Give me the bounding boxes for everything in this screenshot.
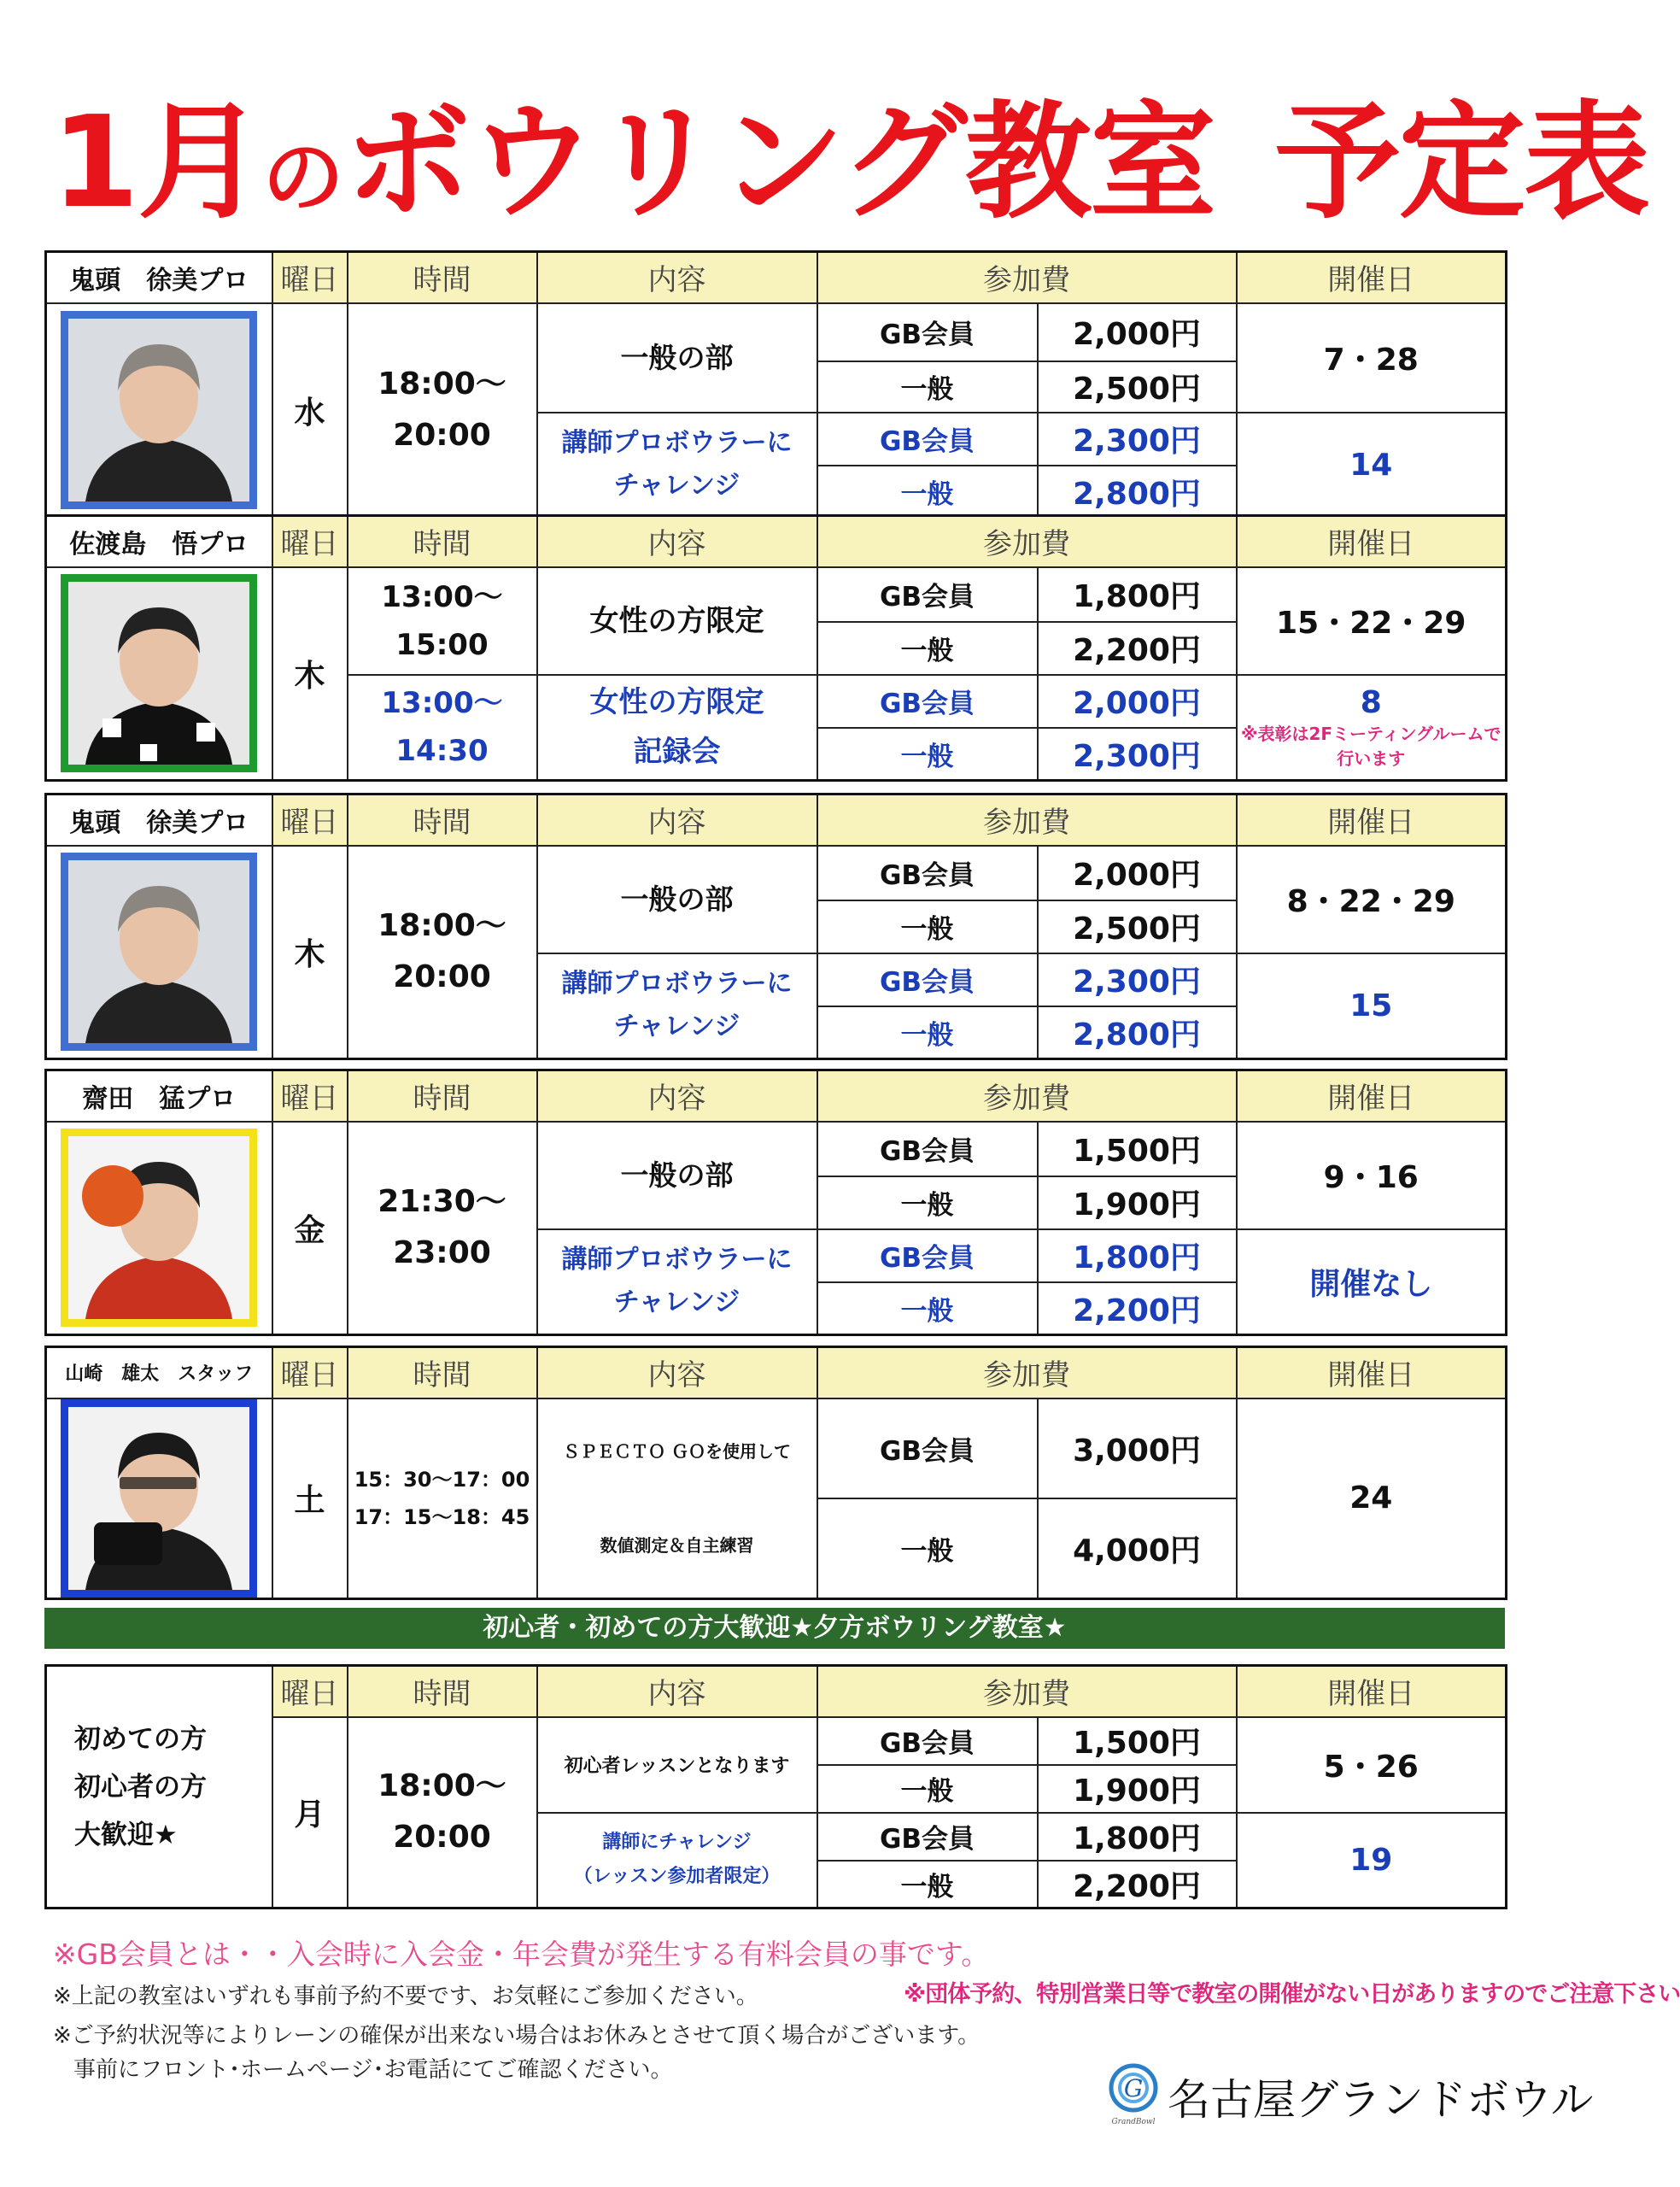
header-content: 内容 [537, 794, 817, 846]
fee-type: GB会員 [817, 413, 1038, 466]
content-line: 女性の方限定 [589, 685, 764, 720]
content-cell [537, 303, 817, 413]
fee-type: GB会員 [817, 1398, 1038, 1498]
date-cell [1237, 675, 1507, 781]
day-cell: 金 [272, 1122, 348, 1335]
fee-amount: 1,500円 [1038, 1717, 1237, 1765]
content-line: （レッスン参加者限定） [573, 1866, 781, 1888]
header-day: 曜日 [272, 252, 348, 303]
fee-type: GB会員 [817, 846, 1038, 900]
person-silhouette-icon [68, 582, 249, 765]
content-cell [537, 1398, 817, 1599]
content-line: 数値測定＆自主練習 [600, 1534, 754, 1556]
header-day: 曜日 [272, 794, 348, 846]
instructor-name: 鬼頭 徐美プロ [46, 252, 272, 303]
person-silhouette-icon [68, 1407, 249, 1590]
time-line: 18:00〜 [378, 366, 506, 402]
fee-type: GB会員 [817, 1813, 1038, 1861]
fee-amount: 1,800円 [1038, 567, 1237, 622]
fee-type: GB会員 [817, 1229, 1038, 1282]
fee-type: 一般 [817, 1282, 1038, 1335]
date-cell: 24 [1237, 1398, 1507, 1599]
welcome-line: 初めての方 [74, 1723, 207, 1755]
content-line: 講師プロボウラーに [561, 1245, 793, 1275]
time-line: 13:00〜 [381, 579, 503, 614]
beginner-banner: 初心者・初めての方大歓迎★夕方ボウリング教室★ [44, 1608, 1505, 1649]
instructor-photo [61, 311, 257, 509]
time-line: 15：30〜17：00 [354, 1467, 530, 1492]
fee-amount: 2,000円 [1038, 303, 1237, 361]
welcome-line: 大歓迎★ [74, 1819, 178, 1850]
date-cell: 19 [1237, 1813, 1507, 1908]
time-cell [348, 567, 537, 675]
date-cell [1237, 1229, 1507, 1335]
fee-amount: 2,800円 [1038, 466, 1237, 519]
time-cell [348, 1717, 537, 1908]
welcome-line: 初心者の方 [74, 1771, 207, 1803]
fee-amount: 1,900円 [1038, 1765, 1237, 1813]
time-cell [348, 303, 537, 519]
fee-amount: 1,900円 [1038, 1176, 1237, 1229]
header-date: 開催日 [1237, 516, 1507, 567]
date-cell: 7・28 [1237, 303, 1507, 413]
title-no: の [261, 130, 344, 226]
svg-text:G: G [1123, 2074, 1144, 2102]
header-day: 曜日 [272, 1070, 348, 1122]
content-cell [537, 675, 817, 781]
photo-cell [46, 303, 272, 519]
time-line: 15:00 [395, 627, 489, 662]
footer-lane-note: ※ご予約状況等によりレーンの確保が出来ない場合はお休みとさせて頂く場合がございます。 [53, 2023, 980, 2049]
day-cell: 木 [272, 846, 348, 1059]
photo-cell [46, 846, 272, 1059]
time-cell [348, 675, 537, 781]
schedule-table [44, 1346, 1507, 1600]
header-time: 時間 [348, 252, 537, 303]
content-line: ＳＰＥＣＴＯ ＧＯを使用して [563, 1440, 791, 1462]
instructor-photo [61, 853, 257, 1051]
instructor-photo [61, 1399, 257, 1598]
header-time: 時間 [348, 1070, 537, 1122]
header-date: 開催日 [1237, 1666, 1507, 1717]
fee-type: 一般 [817, 1498, 1038, 1598]
content-line: 一般の部 [620, 1158, 734, 1192]
day-cell: 月 [272, 1717, 348, 1908]
header-fee: 参加費 [817, 252, 1237, 303]
fee-amount: 2,800円 [1038, 1006, 1237, 1059]
title-month: 1月 [51, 89, 262, 236]
content-cell [537, 953, 817, 1059]
instructor-name: 齋田 猛プロ [46, 1070, 272, 1122]
fee-amount: 2,300円 [1038, 728, 1237, 781]
fee-type: GB会員 [817, 675, 1038, 728]
header-content: 内容 [537, 1666, 817, 1717]
header-date: 開催日 [1237, 1347, 1507, 1398]
content-cell [537, 1717, 817, 1813]
fee-type: 一般 [817, 728, 1038, 781]
header-fee: 参加費 [817, 516, 1237, 567]
time-cell [348, 1398, 537, 1599]
header-time: 時間 [348, 794, 537, 846]
fee-type: 一般 [817, 1176, 1038, 1229]
header-date: 開催日 [1237, 794, 1507, 846]
time-line: 20:00 [393, 1820, 491, 1856]
time-line: 14:30 [395, 734, 489, 769]
header-day: 曜日 [272, 1347, 348, 1398]
beginner-table [44, 1664, 1507, 1909]
logo [1106, 2061, 1594, 2129]
header-time: 時間 [348, 1347, 537, 1398]
fee-type: 一般 [817, 1006, 1038, 1059]
schedule-table [44, 250, 1507, 519]
instructor-name: 山崎 雄太 スタッフ [46, 1347, 272, 1398]
date-value: 8 [1360, 684, 1382, 720]
content-line: 記録会 [633, 735, 721, 770]
footer-gb-note: ※GB会員とは・・入会時に入会金・年会費が発生する有料会員の事です。 [53, 1938, 990, 1971]
time-line: 20:00 [393, 418, 491, 454]
schedule-table [44, 1069, 1507, 1336]
date-note: ※表彰は2Fミーティングルームで行います [1241, 723, 1501, 769]
schedule-table [44, 514, 1507, 782]
header-content: 内容 [537, 1070, 817, 1122]
content-line: チャレンジ [613, 1011, 740, 1042]
header-content: 内容 [537, 252, 817, 303]
photo-cell [46, 1398, 272, 1599]
time-cell [348, 1122, 537, 1335]
time-cell [348, 846, 537, 1059]
fee-type: 一般 [817, 1861, 1038, 1908]
content-line: 女性の方限定 [589, 603, 764, 638]
fee-type: 一般 [817, 900, 1038, 953]
fee-type: 一般 [817, 466, 1038, 519]
day-cell: 土 [272, 1398, 348, 1599]
time-line: 23:00 [393, 1235, 491, 1271]
instructor-photo [61, 1129, 257, 1327]
time-line: 21:30〜 [378, 1184, 506, 1220]
fee-type: 一般 [817, 622, 1038, 675]
content-line: 講師プロボウラーに [561, 969, 793, 1000]
beginner-welcome [46, 1666, 272, 1908]
fee-type: 一般 [817, 1765, 1038, 1813]
date-value: 開催なし [1309, 1266, 1433, 1302]
fee-amount: 2,000円 [1038, 846, 1237, 900]
svg-text:GrandBowl: GrandBowl [1111, 2118, 1156, 2126]
header-fee: 参加費 [817, 1070, 1237, 1122]
time-line: 20:00 [393, 959, 491, 995]
instructor-photo [61, 574, 257, 772]
content-cell [537, 567, 817, 675]
date-cell: 8・22・29 [1237, 846, 1507, 953]
fee-type: GB会員 [817, 1122, 1038, 1176]
content-line: 一般の部 [620, 882, 734, 916]
time-line: 18:00〜 [378, 1768, 506, 1804]
fee-amount: 2,200円 [1038, 622, 1237, 675]
instructor-name: 鬼頭 徐美プロ [46, 794, 272, 846]
fee-type: GB会員 [817, 303, 1038, 361]
content-cell [537, 1813, 817, 1908]
date-cell: 9・16 [1237, 1122, 1507, 1229]
fee-amount: 3,000円 [1038, 1398, 1237, 1498]
header-content: 内容 [537, 516, 817, 567]
logo-mark-icon [1106, 2061, 1166, 2129]
content-line: 講師にチャレンジ [602, 1832, 752, 1854]
header-date: 開催日 [1237, 252, 1507, 303]
content-line: 一般の部 [620, 340, 734, 374]
fee-type: 一般 [817, 361, 1038, 413]
content-cell [537, 1229, 817, 1335]
page-title [51, 81, 1649, 243]
fee-amount: 2,000円 [1038, 675, 1237, 728]
day-cell: 水 [272, 303, 348, 519]
time-line: 18:00〜 [378, 908, 506, 944]
date-cell: 15・22・29 [1237, 567, 1507, 675]
fee-amount: 2,200円 [1038, 1282, 1237, 1335]
title-main: ボウリング教室 [343, 89, 1215, 236]
schedule-table [44, 793, 1507, 1060]
content-line: チャレンジ [613, 471, 740, 501]
content-line: 講師プロボウラーに [561, 428, 793, 459]
time-line: 17：15〜18：45 [354, 1504, 530, 1529]
fee-amount: 1,500円 [1038, 1122, 1237, 1176]
fee-amount: 2,200円 [1038, 1861, 1237, 1908]
header-fee: 参加費 [817, 1666, 1237, 1717]
content-line: チャレンジ [613, 1287, 740, 1318]
person-silhouette-icon [68, 1136, 249, 1319]
footer-confirm: 事前にフロント･ホームページ･お電話にてご確認ください。 [73, 2057, 673, 2083]
instructor-name: 佐渡島 悟プロ [46, 516, 272, 567]
content-cell [537, 413, 817, 519]
header-fee: 参加費 [817, 1347, 1237, 1398]
date-cell [1237, 413, 1507, 519]
fee-amount: 2,300円 [1038, 413, 1237, 466]
fee-type: GB会員 [817, 1717, 1038, 1765]
header-time: 時間 [348, 516, 537, 567]
photo-cell [46, 1122, 272, 1335]
header-content: 内容 [537, 1347, 817, 1398]
footer-caution: ※団体予約、特別営業日等で教室の開催がない日がありますのでご注意下さい [904, 1981, 1680, 2008]
header-time: 時間 [348, 1666, 537, 1717]
fee-type: GB会員 [817, 567, 1038, 622]
logo-text: 名古屋グランドボウル [1168, 2075, 1594, 2125]
date-cell: 5・26 [1237, 1717, 1507, 1813]
title-sub: 予定表 [1274, 89, 1649, 236]
fee-amount: 2,300円 [1038, 953, 1237, 1006]
date-value: 15 [1349, 988, 1393, 1023]
content-cell [537, 1122, 817, 1229]
header-date: 開催日 [1237, 1070, 1507, 1122]
header-day: 曜日 [272, 516, 348, 567]
fee-amount: 1,800円 [1038, 1813, 1237, 1861]
fee-type: GB会員 [817, 953, 1038, 1006]
date-cell [1237, 953, 1507, 1059]
header-fee: 参加費 [817, 794, 1237, 846]
person-silhouette-icon [68, 319, 249, 501]
time-line: 13:00〜 [381, 686, 503, 721]
fee-amount: 1,800円 [1038, 1229, 1237, 1282]
date-value: 14 [1349, 447, 1393, 483]
content-line: 初心者レッスンとなります [564, 1756, 790, 1777]
content-cell [537, 846, 817, 953]
header-day: 曜日 [272, 1666, 348, 1717]
person-silhouette-icon [68, 860, 249, 1043]
day-cell: 木 [272, 567, 348, 781]
fee-amount: 2,500円 [1038, 361, 1237, 413]
fee-amount: 2,500円 [1038, 900, 1237, 953]
fee-amount: 4,000円 [1038, 1498, 1237, 1598]
footer-no-reservation: ※上記の教室はいずれも事前予約不要です、お気軽にご参加ください。 [53, 1984, 758, 2009]
photo-cell [46, 567, 272, 781]
